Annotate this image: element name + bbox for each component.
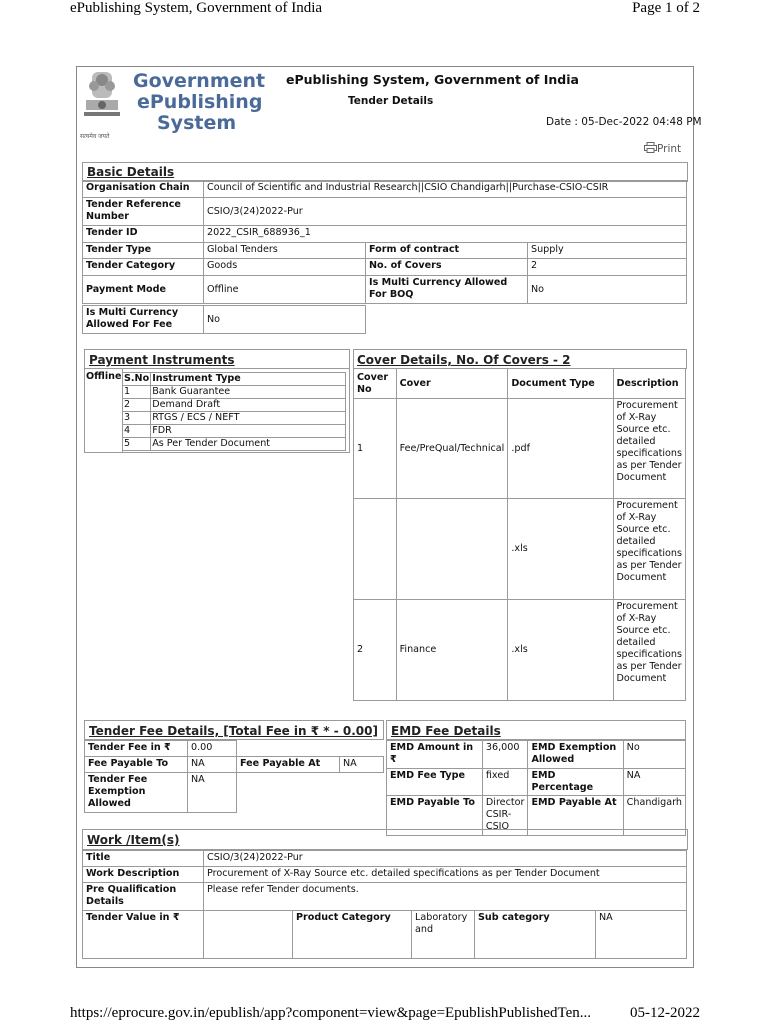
tender-fee-label: Tender Fee in ₹ — [85, 741, 188, 757]
tender-value-label: Tender Value in ₹ — [83, 911, 204, 959]
work-description-label: Work Description — [83, 867, 204, 883]
document-type: .xls — [508, 600, 613, 701]
payment-mode-value: Offline — [204, 276, 366, 304]
emd-payable-at-label: EMD Payable At — [528, 796, 623, 836]
emd-payable-to-label: EMD Payable To — [387, 796, 483, 836]
document-type: .pdf — [508, 399, 613, 499]
cover-description: Procurement of X-Ray Source etc. detailed specifications as per Tender Document — [613, 399, 686, 499]
doc-subtitle: Tender Details — [348, 95, 434, 107]
payment-instruments-title: Payment Instruments — [89, 353, 235, 367]
emd-fee-table — [386, 740, 686, 836]
emd-payable-at-value: Chandigarh — [623, 796, 685, 836]
instrument-type: Bank Guarantee — [151, 386, 346, 399]
tender-type-label: Tender Type — [83, 243, 204, 259]
org-label: Organisation Chain — [83, 181, 204, 198]
payment-mode-label: Payment Mode — [83, 276, 204, 304]
tender-fee-table — [84, 740, 384, 813]
cover-description: Procurement of X-Ray Source etc. detailed specifications as per Tender Document — [613, 600, 686, 701]
tender-category-label: Tender Category — [83, 259, 204, 276]
page-number: Page 1 of 2 — [632, 0, 700, 16]
emd-amount-label: EMD Amount in ₹ — [387, 741, 483, 769]
table-row — [354, 399, 686, 499]
tender-fee-value: 0.00 — [188, 741, 237, 757]
multi-boq-value: No — [528, 276, 687, 304]
instrument-sno-header: S.No — [124, 373, 150, 384]
table-row — [123, 412, 346, 425]
emd-fee-type-value: fixed — [482, 769, 528, 796]
document-type: .xls — [508, 499, 613, 600]
product-category-label: Product Category — [293, 911, 412, 959]
work-description-value: Procurement of X-Ray Source etc. detailed specifications as per Tender Document — [204, 867, 687, 883]
emd-fee-type-label: EMD Fee Type — [387, 769, 483, 796]
table-row — [354, 499, 686, 600]
tender-type-value: Global Tenders — [204, 243, 366, 259]
sub-category-label: Sub category — [475, 911, 596, 959]
instrument-sno: 1 — [123, 386, 151, 399]
description-header: Description — [613, 369, 686, 399]
cover-header: Cover — [396, 369, 508, 399]
tender-fee-header — [84, 720, 384, 740]
multi-boq-label: Is Multi Currency Allowed For BOQ — [366, 276, 528, 304]
fee-exemption-value: NA — [188, 773, 237, 813]
basic-details-header — [82, 162, 688, 182]
logo-line2: ePublishing — [137, 91, 263, 113]
prequalification-label: Pre Qualification Details — [83, 883, 204, 911]
cover-no-header: Cover No — [354, 369, 397, 399]
emd-exemption-value: No — [623, 741, 685, 769]
basic-details-title: Basic Details — [87, 165, 175, 179]
table-row — [123, 386, 346, 399]
work-items-title: Work /Item(s) — [87, 833, 180, 847]
doc-date: Date : 05-Dec-2022 04:48 PM — [546, 116, 702, 128]
fee-payable-at-label: Fee Payable At — [237, 757, 340, 773]
cover-description: Procurement of X-Ray Source etc. detailed specifications as per Tender Document — [613, 499, 686, 600]
print-button[interactable] — [644, 142, 681, 155]
page-header-title: ePublishing System, Government of India — [70, 0, 323, 16]
cover-name: Finance — [396, 600, 508, 701]
cover-details-table — [353, 368, 686, 701]
prequalification-value: Please refer Tender documents. — [204, 883, 687, 911]
tender-category-value: Goods — [204, 259, 366, 276]
tender-value-value — [204, 911, 293, 959]
tender-fee-title: Tender Fee Details, [Total Fee in ₹ * - 0.00] — [89, 724, 378, 738]
form-contract-label: Form of contract — [366, 243, 528, 259]
tender-id-value: 2022_CSIR_688936_1 — [204, 226, 687, 243]
ref-label: Tender Reference Number — [83, 198, 204, 226]
page-date: 05-12-2022 — [630, 1005, 700, 1021]
ref-value: CSIO/3(24)2022-Pur — [204, 198, 687, 226]
instrument-type: Demand Draft — [151, 399, 346, 412]
cover-no: 1 — [354, 399, 397, 499]
fee-payable-at-value: NA — [340, 757, 384, 773]
emd-payable-to-value: Director CSIR-CSIO — [482, 796, 528, 836]
instrument-type: As Per Tender Document — [151, 438, 346, 451]
instrument-sno: 4 — [123, 425, 151, 438]
emd-fee-title: EMD Fee Details — [391, 724, 501, 738]
basic-details-table — [82, 180, 687, 304]
instrument-sno: 2 — [123, 399, 151, 412]
instrument-table — [122, 372, 346, 451]
instrument-type: RTGS / ECS / NEFT — [151, 412, 346, 425]
work-items-table — [82, 850, 687, 959]
emd-fee-header — [386, 720, 686, 740]
document-type-header: Document Type — [508, 369, 613, 399]
cover-no — [354, 499, 397, 600]
logo-line1: Government — [133, 70, 266, 92]
table-row — [123, 399, 346, 412]
cover-no: 2 — [354, 600, 397, 701]
cover-details-header — [353, 349, 687, 369]
covers-value: 2 — [528, 259, 687, 276]
cover-name: Fee/PreQual/Technical — [396, 399, 508, 499]
table-row — [123, 438, 346, 451]
instrument-sno: 3 — [123, 412, 151, 425]
instrument-sno: 5 — [123, 438, 151, 451]
multi-fee-table — [82, 305, 366, 334]
emblem-icon — [80, 70, 124, 138]
doc-title: ePublishing System, Government of India — [286, 72, 579, 87]
tender-id-label: Tender ID — [83, 226, 204, 243]
instrument-type-header: Instrument Type — [151, 373, 346, 386]
emblem-motto: सत्यमेव जयते — [80, 133, 110, 140]
emd-percentage-label: EMD Percentage — [528, 769, 623, 796]
multi-fee-label: Is Multi Currency Allowed For Fee — [83, 306, 204, 334]
fee-exemption-label: Tender Fee Exemption Allowed — [85, 773, 188, 813]
org-value: Council of Scientific and Industrial Research||CSIO Chandigarh||Purchase-CSIO-CSIR — [204, 181, 687, 198]
emd-exemption-label: EMD Exemption Allowed — [528, 741, 623, 769]
cover-details-title: Cover Details, No. Of Covers - 2 — [357, 353, 571, 367]
printer-icon — [644, 142, 657, 153]
fee-payable-to-value: NA — [188, 757, 237, 773]
product-category-value: Laboratory and — [412, 911, 475, 959]
table-row — [354, 600, 686, 701]
print-label: Print — [657, 143, 682, 155]
instrument-type: FDR — [151, 425, 346, 438]
page-url: https://eprocure.gov.in/epublish/app?component=view&page=EpublishPublishedTen... — [70, 1005, 592, 1021]
work-title-label: Title — [83, 851, 204, 867]
covers-label: No. of Covers — [366, 259, 528, 276]
logo-line3: System — [157, 112, 237, 134]
fee-payable-to-label: Fee Payable To — [85, 757, 188, 773]
work-items-header — [82, 829, 688, 850]
payment-mode-offline: Offline — [86, 371, 122, 382]
multi-fee-value: No — [204, 306, 366, 334]
cover-name — [396, 499, 508, 600]
table-row — [123, 425, 346, 438]
work-title-value: CSIO/3(24)2022-Pur — [204, 851, 687, 867]
emd-percentage-value: NA — [623, 769, 685, 796]
emd-amount-value: 36,000 — [482, 741, 528, 769]
sub-category-value: NA — [596, 911, 687, 959]
form-contract-value: Supply — [528, 243, 687, 259]
